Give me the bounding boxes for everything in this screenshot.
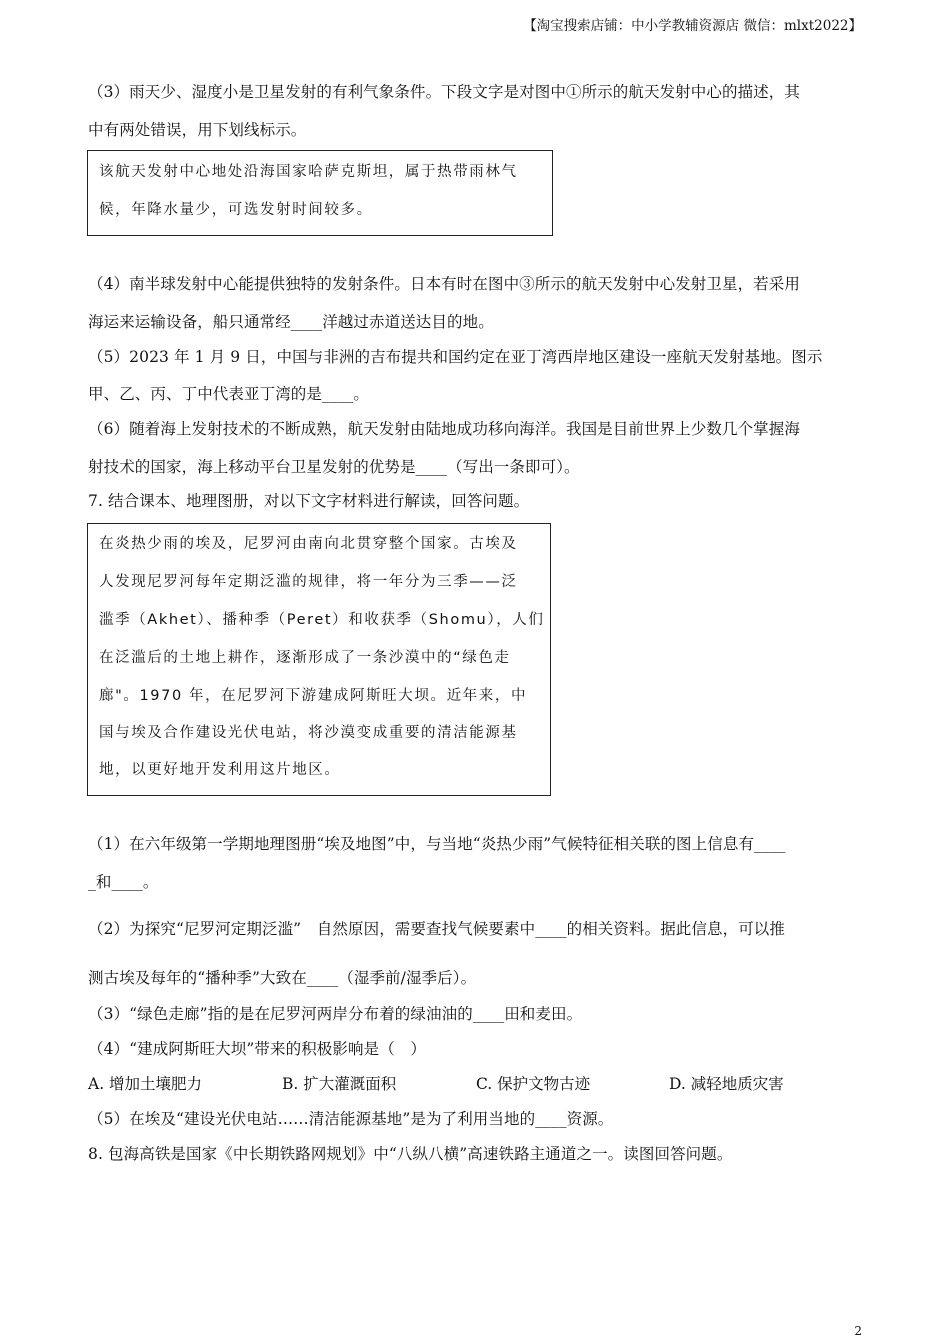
- option-a: A. 增加土壤肥力: [88, 1075, 203, 1093]
- q6-box-line2: 候，年降水量少，可选发射时间较多。: [99, 202, 373, 218]
- q8-stem: 8. 包海高铁是国家《中长期铁路网规划》中“八纵八横”高速铁路主通道之一。读图回答问题。: [88, 1145, 733, 1163]
- page-number: 2: [854, 1324, 862, 1338]
- q7-part2-line1: （2）为探究“尼罗河定期泛滥” 自然原因，需要查找气候要素中____的相关资料。据此信息，可以推: [88, 920, 786, 938]
- q7-stem: 7. 结合课本、地理图册，对以下文字材料进行解读，回答问题。: [88, 492, 530, 510]
- q6-part6-line1: （6）随着海上发射技术的不断成熟，航天发射由陆地成功移向海洋。我国是目前世界上少数几个掌握海: [88, 420, 800, 438]
- q6-description-box: [87, 150, 553, 236]
- option-b: B. 扩大灌溉面积: [282, 1075, 397, 1093]
- q7-box-line: 人发现尼罗河每年定期泛滥的规律，将一年分为三季——泛: [99, 574, 518, 590]
- option-d: D. 减轻地质灾害: [669, 1075, 784, 1093]
- option-c: C. 保护文物古迹: [476, 1075, 591, 1093]
- q6-part6-line2: 射技术的国家，海上移动平台卫星发射的优势是____（写出一条即可）。: [88, 458, 580, 476]
- q6-part3-line1: （3）雨天少、湿度小是卫星发射的有利气象条件。下段文字是对图中①所示的航天发射中心的描述，其: [88, 83, 800, 101]
- q7-part1-line2: _和____。: [88, 873, 159, 891]
- q6-part3-line2: 中有两处错误，用下划线标示。: [88, 121, 307, 139]
- q6-part5-line1: （5）2023 年 1 月 9 日，中国与非洲的吉布提共和国约定在亚丁湾西岸地区建设一座航天发射基地。图示: [88, 348, 823, 366]
- q7-box-line: 滥季（Akhet）、播种季（Peret）和收获季（Shomu），人们: [99, 612, 545, 628]
- q7-box-line: 廊"。1970 年，在尼罗河下游建成阿斯旺大坝。近年来，中: [99, 688, 528, 704]
- q7-part2-line2: 测古埃及每年的“播种季”大致在____（湿季前/湿季后）。: [88, 969, 477, 987]
- q7-part5: （5）在埃及“建设光伏电站……清洁能源基地”是为了利用当地的____资源。: [88, 1110, 614, 1128]
- q7-box-line: 在泛滥后的土地上耕作，逐渐形成了一条沙漠中的“绿色走: [99, 650, 511, 666]
- q6-part5-line2: 甲、乙、丙、丁中代表亚丁湾的是____。: [88, 385, 370, 403]
- q7-box-line: 在炎热少雨的埃及，尼罗河由南向北贯穿整个国家。古埃及: [99, 536, 518, 552]
- q7-part1-line1: （1）在六年级第一学期地理图册“埃及地图”中，与当地“炎热少雨”气候特征相关联的图上信息有____: [88, 835, 786, 853]
- q7-part3: （3）“绿色走廊”指的是在尼罗河两岸分布着的绿油油的____田和麦田。: [88, 1005, 583, 1023]
- q7-box-line: 国与埃及合作建设光伏电站，将沙漠变成重要的清洁能源基: [99, 725, 518, 741]
- q6-box-line1: 该航天发射中心地处沿海国家哈萨克斯坦，属于热带雨林气: [99, 164, 518, 180]
- header-watermark-text: 【淘宝搜索店铺：中小学教辅资源店 微信：mlxt2022】: [523, 18, 862, 34]
- q7-box-line: 地，以更好地开发利用这片地区。: [99, 762, 341, 778]
- q7-material-box: [87, 523, 551, 796]
- q7-part4: （4）“建成阿斯旺大坝”带来的积极影响是（ ）: [88, 1040, 427, 1058]
- q6-part4-line1: （4）南半球发射中心能提供独特的发射条件。日本有时在图中③所示的航天发射中心发射卫星，若采用: [88, 275, 800, 293]
- q6-part4-line2: 海运来运输设备，船只通常经____洋越过赤道送达目的地。: [88, 313, 494, 331]
